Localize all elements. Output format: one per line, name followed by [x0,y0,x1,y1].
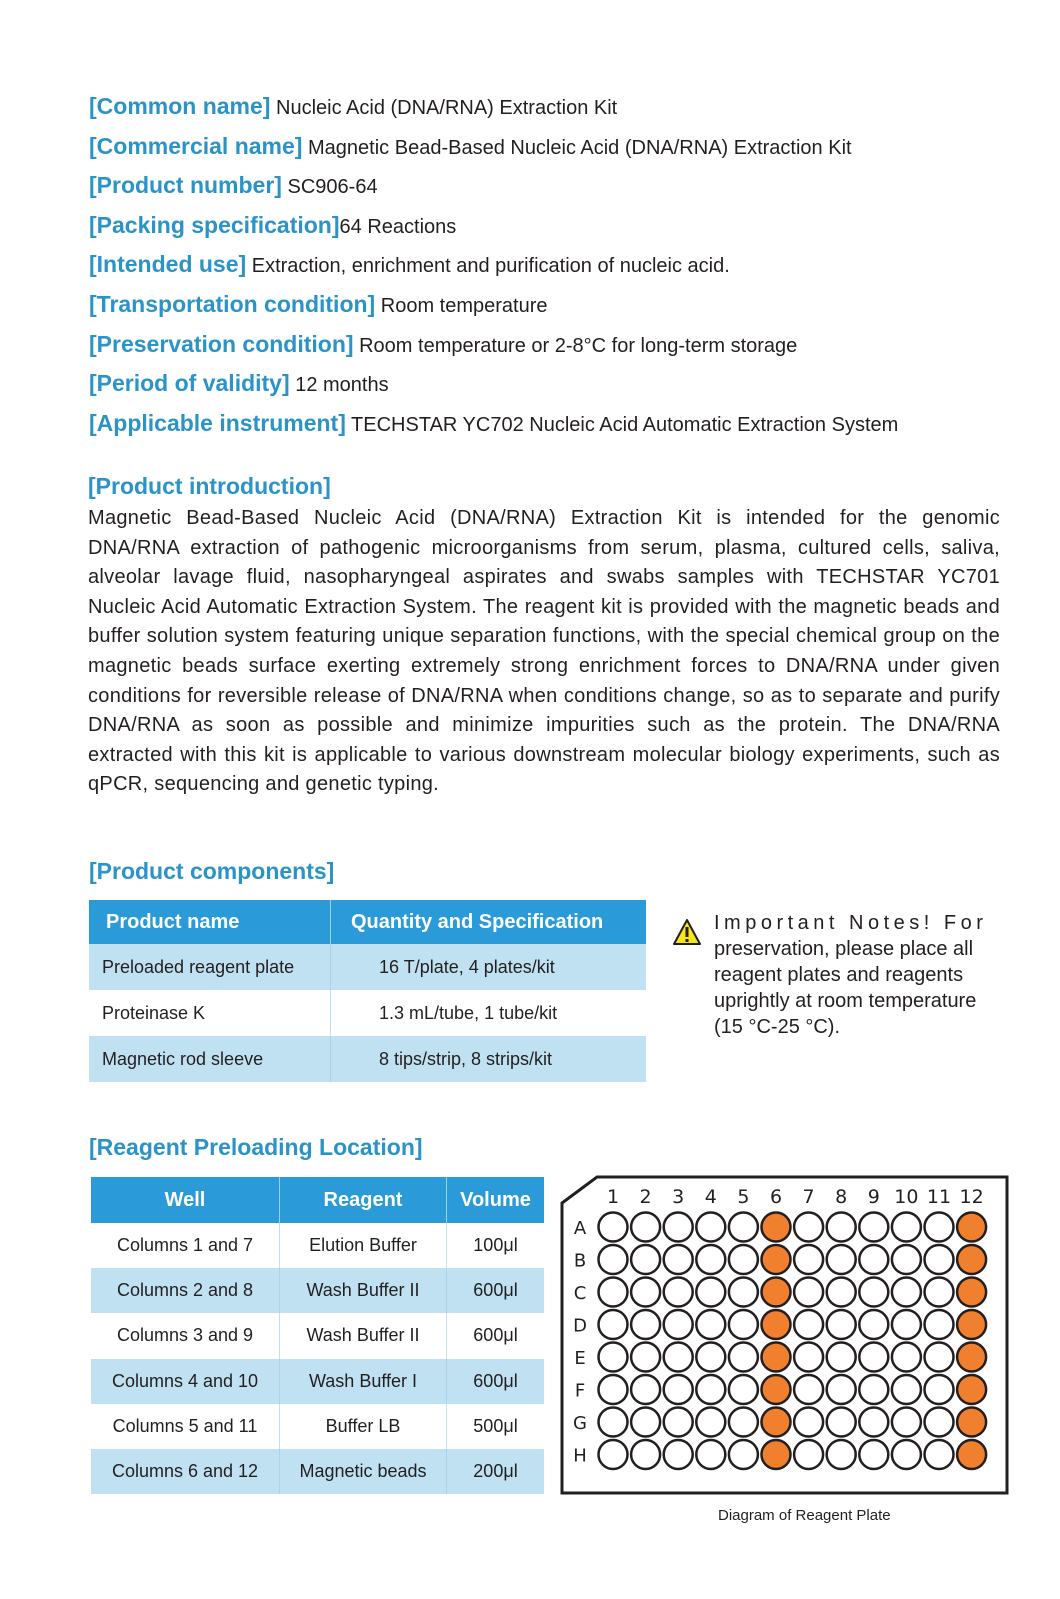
note-heading: Important Notes! For [714,912,988,934]
note-body: preservation, please place all reagent plates and reagents uprightly at room temperature (15 °C-25 °C). [714,938,977,1038]
table-cell: Elution Buffer [280,1223,447,1268]
well-filled [957,1408,986,1437]
table-cell: Magnetic rod sleeve [89,1036,331,1082]
row-label: A [573,1218,587,1239]
table-row [91,1449,544,1494]
well-empty [794,1440,823,1469]
well-empty [794,1278,823,1307]
well-empty [892,1343,921,1372]
well-empty [631,1278,660,1307]
well-filled [957,1245,986,1274]
table-row [91,1404,544,1449]
table-cell: Columns 6 and 12 [91,1449,280,1494]
well-empty [729,1375,758,1404]
spec-product-number: [Product number] SC906-64 [89,172,378,199]
table-cell: 8 tips/strip, 8 strips/kit [331,1036,647,1082]
well-empty [925,1310,954,1339]
well-filled [762,1213,791,1242]
column-header: Quantity and Specification [331,900,647,944]
table-cell: 600μl [447,1359,545,1404]
spec-transportation: [Transportation condition] Room temperature [89,290,548,317]
well-empty [599,1408,628,1437]
table-cell: Columns 3 and 9 [116,1325,254,1346]
spec-common-name: [Common name] Nucleic Acid (DNA/RNA) Extraction Kit [89,93,618,119]
well-empty [696,1408,725,1437]
well-empty [794,1310,823,1339]
well-empty [729,1213,758,1242]
column-label: 12 [959,1186,984,1208]
table-header [89,900,646,944]
well-empty [827,1408,856,1437]
table-row [89,1036,646,1082]
well-empty [827,1375,856,1404]
well-empty [664,1278,693,1307]
table-cell: 1.3 mL/tube, 1 tube/kit [331,990,647,1036]
well-empty [696,1440,725,1469]
well-empty [631,1310,660,1339]
table-cell: 16 T/plate, 4 plates/kit [331,944,647,990]
well-filled [762,1440,791,1469]
well-empty [631,1440,660,1469]
table-cell: Columns 2 and 8 [91,1268,280,1313]
well-filled [957,1440,986,1469]
well-empty [599,1245,628,1274]
well-empty [794,1343,823,1372]
spec-validity: [Period of validity] 12 months [89,370,389,397]
column-label: 1 [606,1186,620,1208]
table-cell: Columns 5 and 11 [112,1415,258,1436]
well-empty [859,1440,888,1469]
row-label: G [573,1413,587,1434]
column-label: 4 [704,1186,717,1208]
well-filled [762,1310,791,1339]
well-filled [762,1343,791,1372]
introduction-title: [Product introduction] [88,473,331,499]
warning-icon [672,918,702,946]
well-empty [664,1375,693,1404]
well-empty [925,1375,954,1404]
components-title: [Product components] [89,858,335,884]
table-cell: Wash Buffer I [280,1359,447,1404]
well-empty [794,1245,823,1274]
well-empty [599,1343,628,1372]
well-empty [925,1245,954,1274]
column-label: 10 [894,1186,919,1208]
row-label: E [574,1348,586,1369]
well-filled [762,1245,791,1274]
well-empty [859,1375,888,1404]
well-empty [599,1310,628,1339]
well-empty [827,1245,856,1274]
well-empty [729,1278,758,1307]
table-cell: Wash Buffer II [280,1313,447,1358]
table-cell: 600μl [447,1313,545,1358]
well-empty [631,1375,660,1404]
column-label: 11 [926,1186,952,1208]
well-filled [957,1310,986,1339]
table-row [91,1223,544,1268]
well-filled [957,1343,986,1372]
components-table [89,900,646,1082]
well-empty [599,1213,628,1242]
well-filled [957,1213,986,1242]
well-empty [729,1408,758,1437]
well-empty [729,1245,758,1274]
well-empty [859,1213,888,1242]
column-header: Well [91,1177,280,1223]
well-filled [762,1278,791,1307]
well-empty [696,1213,725,1242]
well-empty [794,1375,823,1404]
row-label: F [574,1380,586,1402]
row-label: C [573,1283,587,1304]
well-empty [664,1408,693,1437]
well-empty [631,1213,660,1242]
well-empty [664,1213,693,1242]
table-row [89,990,646,1036]
well-empty [794,1213,823,1242]
reagent-plate-diagram [560,1175,1010,1495]
column-label: 6 [769,1186,783,1208]
well-empty [794,1408,823,1437]
row-label: B [573,1250,587,1272]
column-label: 3 [672,1186,685,1208]
reagent-location-title: [Reagent Preloading Location] [89,1134,423,1160]
row-label: H [573,1445,587,1467]
well-empty [696,1245,725,1274]
well-filled [957,1278,986,1307]
well-empty [892,1245,921,1274]
well-empty [729,1310,758,1339]
well-empty [859,1408,888,1437]
column-label: 8 [835,1186,848,1208]
well-empty [925,1408,954,1437]
column-header: Volume [447,1177,545,1223]
well-empty [827,1343,856,1372]
introduction-text: Magnetic Bead-Based Nucleic Acid (DNA/RNA) Extraction Kit is intended for the genomic DNA/RNA extraction of pathogenic microorganisms from serum, plasma, cultured cells, saliva, alveolar lavage fluid, nasopharyngeal aspirates and swabs samples with TECHSTAR YC701 Nucleic Acid Automatic Extraction System. The reagent kit is provided with the magnetic beads and buffer solution system featuring unique separation functions, with the special chemical group on the magnetic beads surface exerting extremely strong enrichment forces to DNA/RNA under given conditions for reversible release of DNA/RNA when conditions change, so as to separate and purify DNA/RNA as soon as possible and minimize impurities such as the protein. The DNA/RNA extracted with this kit is applicable to various downstream molecular biology experiments, such as qPCR, sequencing and genetic typing. [88,507,1000,796]
important-note [672,910,1002,1040]
spec-intended-use: [Intended use] Extraction, enrichment and purification of nucleic acid. [89,251,730,278]
spec-commercial-name: [Commercial name] Magnetic Bead-Based Nucleic Acid (DNA/RNA) Extraction Kit [89,132,852,159]
table-row [89,944,646,990]
well-empty [925,1440,954,1469]
spec-preservation: [Preservation condition] Room temperature or 2-8°C for long-term storage [89,330,798,357]
table-cell: Buffer LB [280,1404,447,1449]
product-specs [89,90,1029,446]
well-empty [664,1440,693,1469]
well-empty [925,1343,954,1372]
table-cell: Columns 1 and 7 [116,1235,254,1256]
well-empty [696,1375,725,1404]
column-header: Product name [89,900,331,944]
table-cell: 200μl [447,1449,545,1494]
column-label: 7 [802,1186,815,1208]
well-filled [762,1375,791,1404]
table-cell: Columns 4 and 10 [91,1359,280,1404]
table-row [91,1313,544,1358]
table-row [91,1268,544,1313]
well-empty [925,1278,954,1307]
well-empty [631,1343,660,1372]
column-label: 9 [867,1186,880,1208]
well-empty [696,1343,725,1372]
well-empty [827,1278,856,1307]
table-cell: 600μl [447,1268,545,1313]
well-empty [859,1343,888,1372]
well-empty [599,1278,628,1307]
spec-packing: [Packing specification]64 Reactions [89,211,457,238]
well-empty [827,1213,856,1242]
table-cell: Wash Buffer II [280,1268,447,1313]
table-cell: Magnetic beads [280,1449,447,1494]
well-empty [892,1440,921,1469]
table-cell: Preloaded reagent plate [89,944,331,990]
column-label: 5 [737,1186,750,1208]
well-filled [957,1375,986,1404]
reagent-table [91,1177,544,1494]
table-cell: 100μl [447,1223,545,1268]
well-empty [631,1245,660,1274]
table-cell: Proteinase K [102,1002,206,1023]
well-empty [859,1310,888,1339]
well-filled [762,1408,791,1437]
product-introduction [88,473,1000,800]
well-empty [827,1310,856,1339]
spec-instrument: [Applicable instrument] TECHSTAR YC702 Nucleic Acid Automatic Extraction System [89,409,899,436]
well-empty [696,1278,725,1307]
well-empty [892,1278,921,1307]
well-empty [859,1245,888,1274]
well-empty [696,1310,725,1339]
table-row [91,1359,544,1404]
plate-caption: Diagram of Reagent Plate [718,1507,891,1524]
well-empty [599,1440,628,1469]
well-empty [859,1278,888,1307]
well-empty [892,1375,921,1404]
well-empty [664,1343,693,1372]
column-label: 2 [639,1186,652,1208]
well-empty [599,1375,628,1404]
well-empty [664,1245,693,1274]
column-header: Reagent [280,1177,447,1223]
well-empty [892,1408,921,1437]
table-cell: 500μl [447,1404,545,1449]
table-header [91,1177,544,1223]
well-empty [729,1343,758,1372]
row-label: D [573,1315,587,1337]
well-empty [729,1440,758,1469]
well-empty [664,1310,693,1339]
well-empty [892,1310,921,1339]
well-empty [925,1213,954,1242]
well-empty [827,1440,856,1469]
well-empty [892,1213,921,1242]
well-empty [631,1408,660,1437]
